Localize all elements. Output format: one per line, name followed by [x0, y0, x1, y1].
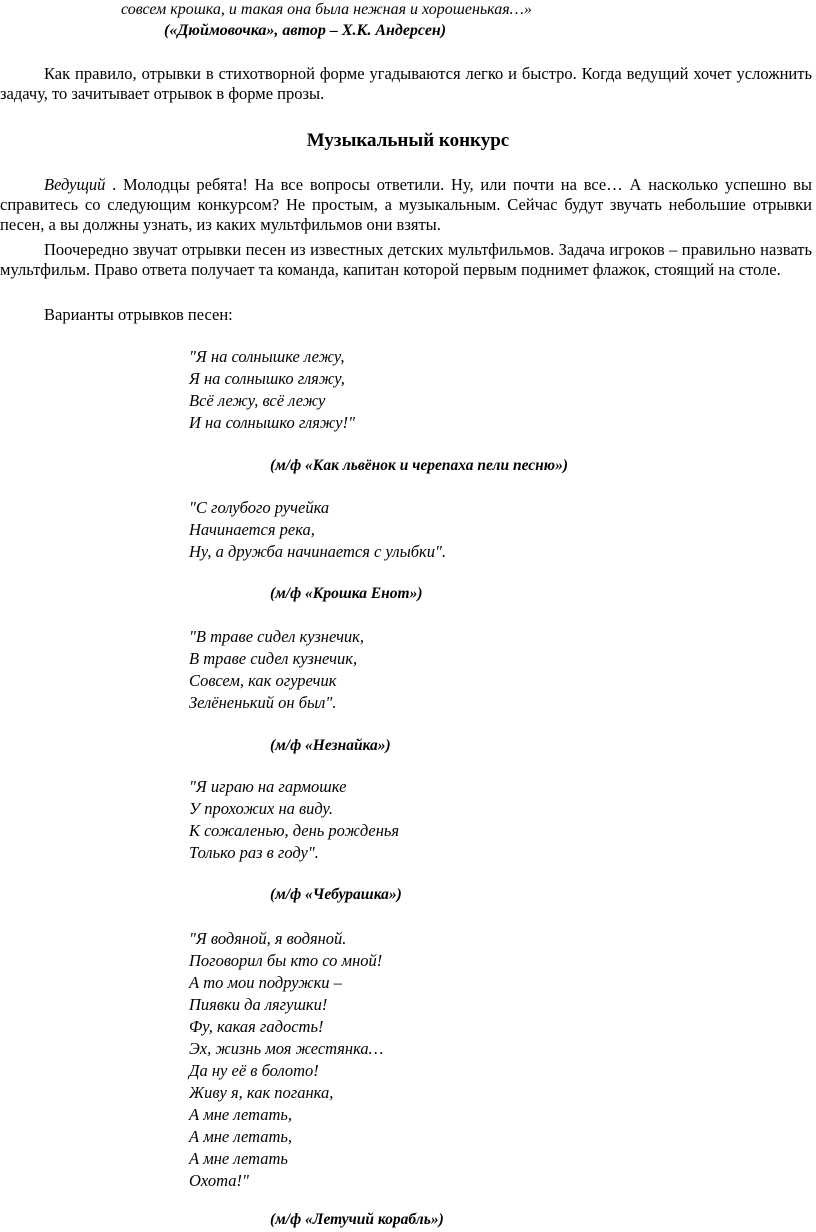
song-source-3: (м/ф «Незнайка»): [270, 737, 391, 754]
song-source-5: (м/ф «Летучий корабль»): [270, 1211, 444, 1228]
verse-line: Эх, жизнь моя жестянка…: [189, 1039, 384, 1058]
section-title: Музыкальный конкурс: [306, 130, 510, 151]
verse-line: Пиявки да лягушки!: [189, 995, 328, 1014]
verse-line: "Я водяной, я водяной.: [189, 929, 347, 948]
song-excerpt-4: [189, 776, 399, 864]
verse-line: "С голубого ручейка: [189, 498, 330, 517]
verse-line: "Я играю на гармошке: [189, 777, 347, 796]
verse-line: А то мои подружки –: [189, 973, 342, 992]
verse-line: А мне летать,: [189, 1127, 292, 1146]
song-excerpt-5: [189, 928, 383, 1192]
verse-line: Начинается река,: [189, 520, 315, 539]
quote-continuation: совсем крошка, и такая она была нежная и хорошенькая…»: [121, 1, 532, 18]
verse-line: Только раз в году".: [189, 843, 319, 862]
verse-line: К сожаленью, день рожденья: [189, 821, 400, 840]
verse-line: В траве сидел кузнечик,: [189, 649, 358, 668]
verse-line: Живу я, как поганка,: [189, 1083, 334, 1102]
paragraph-text: Как правило, отрывки в стихотворной форме угадываются легко и быстро. Когда ведущий хочет усложнить задачу, то зачитывает отрывок в форме прозы.: [0, 64, 812, 103]
speaker-label: Ведущий: [44, 175, 106, 194]
song-source-1: (м/ф «Как львёнок и черепаха пели песню»): [270, 457, 568, 474]
verse-line: Да ну её в болото!: [189, 1061, 319, 1080]
verse-line: Фу, какая гадость!: [189, 1017, 324, 1036]
host-text: . Молодцы ребята! На все вопросы ответили. Ну, или почти на все… А насколько успешно вы справитесь со следующим конкурсом? Не простым, а музыкальным. Сейчас будут звучать небольшие отрывки песен, а вы должны узнать, из каких мультфильмов они взяты.: [0, 175, 812, 234]
verse-line: Всё лежу, всё лежу: [189, 391, 326, 410]
song-excerpt-1: [189, 346, 355, 434]
verse-line: Поговорил бы кто со мной!: [189, 951, 383, 970]
song-source-4: (м/ф «Чебурашка»): [270, 886, 402, 903]
paragraph-text: Поочередно звучат отрывки песен из известных детских мультфильмов. Задача игроков – правильно назвать мультфильм. Право ответа получает та команда, капитан которой первым поднимет флажок, стоящий на столе.: [0, 240, 812, 279]
verse-line: Ну, а дружба начинается с улыбки".: [189, 542, 447, 561]
verse-line: А мне летать,: [189, 1105, 292, 1124]
verse-line: "Я на солнышке лежу,: [189, 347, 345, 366]
song-excerpt-2: [189, 497, 446, 563]
paragraph-host: [0, 175, 812, 235]
paragraph-rules: [0, 240, 812, 280]
verse-line: Охота!": [189, 1171, 249, 1190]
song-excerpt-3: [189, 626, 364, 714]
song-source-2: (м/ф «Крошка Енот»): [270, 585, 423, 602]
verse-line: Совсем, как огуречик: [189, 671, 337, 690]
verse-line: И на солнышко гляжу!": [189, 413, 356, 432]
verse-line: "В траве сидел кузнечик,: [189, 627, 365, 646]
verse-line: У прохожих на виду.: [189, 799, 333, 818]
verse-line: Я на солнышко гляжу,: [189, 369, 345, 388]
verse-line: А мне летать: [189, 1149, 288, 1168]
verse-line: Зелёненький он был".: [189, 693, 337, 712]
quote-source: («Дюймовочка», автор – Х.К. Андерсен): [164, 22, 447, 39]
variants-label: Варианты отрывков песен:: [44, 305, 233, 324]
paragraph-prose-note: [0, 64, 812, 104]
